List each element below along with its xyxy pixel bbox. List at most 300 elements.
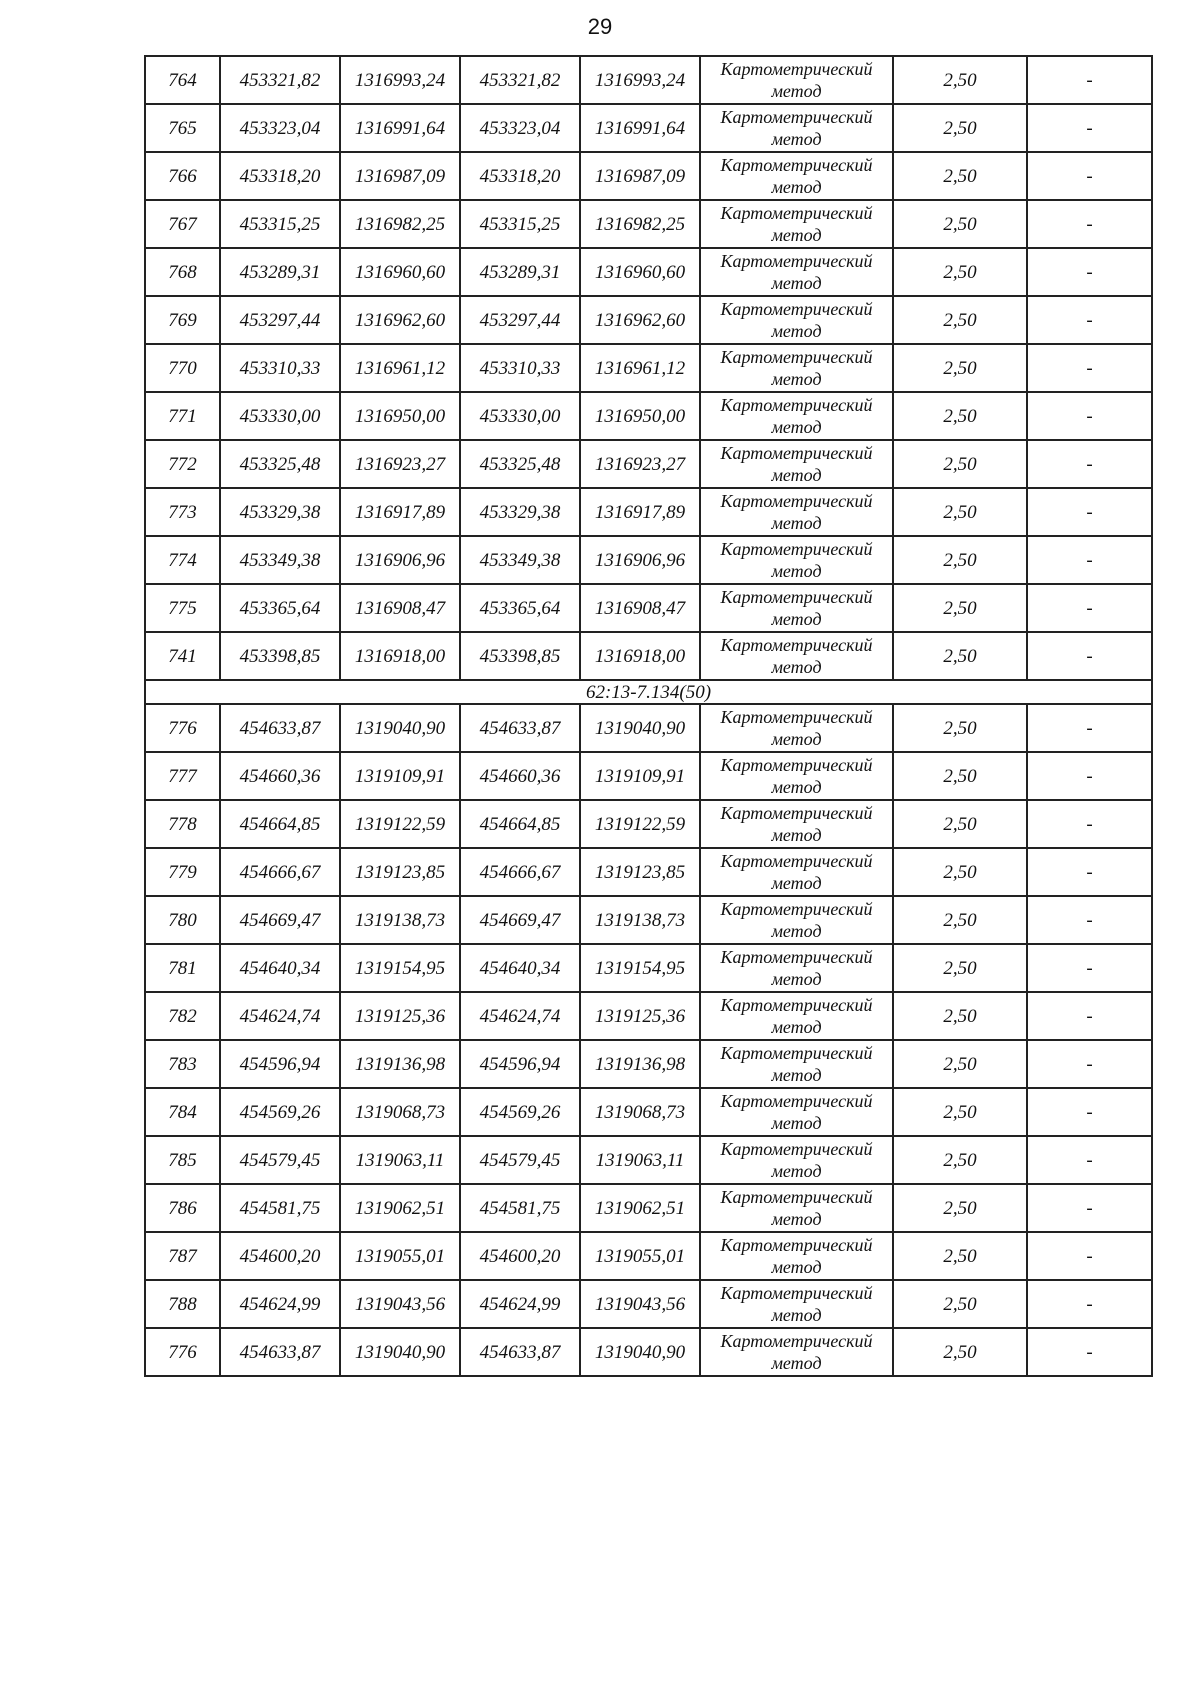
y-coordinate-cell: 1316982,25 (340, 200, 460, 248)
y-coordinate-cell: 1316993,24 (340, 56, 460, 104)
y-coordinate-cell: 1316917,89 (580, 488, 700, 536)
x-coordinate-cell: 454569,26 (220, 1088, 340, 1136)
note-cell: - (1027, 896, 1152, 944)
point-number-cell: 784 (145, 1088, 220, 1136)
point-number-cell: 776 (145, 1328, 220, 1376)
x-coordinate-cell: 454640,34 (220, 944, 340, 992)
accuracy-cell: 2,50 (893, 752, 1027, 800)
x-coordinate-cell: 453323,04 (220, 104, 340, 152)
note-cell: - (1027, 1280, 1152, 1328)
point-number-cell: 783 (145, 1040, 220, 1088)
method-text: Картометрический (720, 635, 873, 655)
accuracy-cell: 2,50 (893, 1136, 1027, 1184)
y-coordinate-cell: 1316950,00 (580, 392, 700, 440)
method-text: метод (771, 777, 822, 797)
note-cell: - (1027, 104, 1152, 152)
accuracy-cell: 2,50 (893, 1184, 1027, 1232)
method-text: Картометрический (720, 1139, 873, 1159)
point-number-cell: 764 (145, 56, 220, 104)
method-cell (700, 152, 893, 200)
note-cell: - (1027, 1184, 1152, 1232)
x-coordinate-cell: 454624,74 (220, 992, 340, 1040)
point-number-cell: 771 (145, 392, 220, 440)
y-coordinate-cell: 1319043,56 (580, 1280, 700, 1328)
x-coordinate-cell: 453321,82 (220, 56, 340, 104)
table-row (145, 848, 1152, 896)
method-text: метод (771, 81, 822, 101)
point-number-cell: 770 (145, 344, 220, 392)
point-number-cell: 782 (145, 992, 220, 1040)
x-coordinate-cell: 453329,38 (460, 488, 580, 536)
point-number-cell: 779 (145, 848, 220, 896)
table-row (145, 344, 1152, 392)
table-row (145, 992, 1152, 1040)
method-text: метод (771, 609, 822, 629)
y-coordinate-cell: 1319062,51 (340, 1184, 460, 1232)
accuracy-cell: 2,50 (893, 200, 1027, 248)
note-cell: - (1027, 584, 1152, 632)
y-coordinate-cell: 1319154,95 (340, 944, 460, 992)
accuracy-cell: 2,50 (893, 248, 1027, 296)
method-text: метод (771, 465, 822, 485)
accuracy-cell: 2,50 (893, 632, 1027, 680)
method-text: метод (771, 1161, 822, 1181)
method-text: Картометрический (720, 587, 873, 607)
point-number-cell: 773 (145, 488, 220, 536)
note-cell: - (1027, 1232, 1152, 1280)
table-row (145, 752, 1152, 800)
table-row (145, 800, 1152, 848)
note-cell: - (1027, 440, 1152, 488)
method-text: Картометрический (720, 395, 873, 415)
y-coordinate-cell: 1316918,00 (580, 632, 700, 680)
y-coordinate-cell: 1319136,98 (340, 1040, 460, 1088)
table-row (145, 56, 1152, 104)
point-number-cell: 775 (145, 584, 220, 632)
accuracy-cell: 2,50 (893, 584, 1027, 632)
y-coordinate-cell: 1316991,64 (580, 104, 700, 152)
method-text: Картометрический (720, 59, 873, 79)
x-coordinate-cell: 454624,99 (220, 1280, 340, 1328)
note-cell: - (1027, 944, 1152, 992)
accuracy-cell: 2,50 (893, 800, 1027, 848)
accuracy-cell: 2,50 (893, 488, 1027, 536)
y-coordinate-cell: 1319138,73 (580, 896, 700, 944)
method-text: Картометрический (720, 1283, 873, 1303)
y-coordinate-cell: 1316917,89 (340, 488, 460, 536)
x-coordinate-cell: 454660,36 (220, 752, 340, 800)
y-coordinate-cell: 1316908,47 (340, 584, 460, 632)
x-coordinate-cell: 453310,33 (220, 344, 340, 392)
y-coordinate-cell: 1319138,73 (340, 896, 460, 944)
method-cell (700, 1280, 893, 1328)
x-coordinate-cell: 453315,25 (220, 200, 340, 248)
table-row (145, 944, 1152, 992)
accuracy-cell: 2,50 (893, 296, 1027, 344)
method-text: метод (771, 321, 822, 341)
note-cell: - (1027, 1040, 1152, 1088)
x-coordinate-cell: 453325,48 (220, 440, 340, 488)
method-cell (700, 1040, 893, 1088)
accuracy-cell: 2,50 (893, 392, 1027, 440)
note-cell: - (1027, 200, 1152, 248)
y-coordinate-cell: 1316960,60 (580, 248, 700, 296)
y-coordinate-cell: 1319068,73 (340, 1088, 460, 1136)
y-coordinate-cell: 1316987,09 (580, 152, 700, 200)
y-coordinate-cell: 1316918,00 (340, 632, 460, 680)
x-coordinate-cell: 454640,34 (460, 944, 580, 992)
x-coordinate-cell: 453398,85 (460, 632, 580, 680)
note-cell: - (1027, 248, 1152, 296)
method-text: Картометрический (720, 851, 873, 871)
y-coordinate-cell: 1319040,90 (580, 1328, 700, 1376)
x-coordinate-cell: 454596,94 (460, 1040, 580, 1088)
method-cell (700, 296, 893, 344)
accuracy-cell: 2,50 (893, 104, 1027, 152)
point-number-cell: 776 (145, 704, 220, 752)
method-cell (700, 896, 893, 944)
y-coordinate-cell: 1319043,56 (340, 1280, 460, 1328)
section-title: 62:13-7.134(50) (145, 680, 1152, 704)
method-text: Картометрический (720, 707, 873, 727)
x-coordinate-cell: 454633,87 (220, 704, 340, 752)
point-number-cell: 787 (145, 1232, 220, 1280)
y-coordinate-cell: 1316961,12 (580, 344, 700, 392)
note-cell: - (1027, 752, 1152, 800)
y-coordinate-cell: 1319122,59 (580, 800, 700, 848)
method-text: Картометрический (720, 755, 873, 775)
point-number-cell: 766 (145, 152, 220, 200)
x-coordinate-cell: 453329,38 (220, 488, 340, 536)
x-coordinate-cell: 454633,87 (460, 704, 580, 752)
note-cell: - (1027, 1328, 1152, 1376)
table-row (145, 1184, 1152, 1232)
x-coordinate-cell: 454600,20 (460, 1232, 580, 1280)
table-row (145, 1232, 1152, 1280)
accuracy-cell: 2,50 (893, 1280, 1027, 1328)
note-cell: - (1027, 632, 1152, 680)
y-coordinate-cell: 1319068,73 (580, 1088, 700, 1136)
y-coordinate-cell: 1319123,85 (340, 848, 460, 896)
method-text: Картометрический (720, 203, 873, 223)
method-text: Картометрический (720, 347, 873, 367)
x-coordinate-cell: 454664,85 (460, 800, 580, 848)
note-cell: - (1027, 1136, 1152, 1184)
point-number-cell: 741 (145, 632, 220, 680)
table-row (145, 488, 1152, 536)
method-cell (700, 800, 893, 848)
method-text: метод (771, 561, 822, 581)
method-text: метод (771, 1353, 822, 1373)
method-text: Картометрический (720, 899, 873, 919)
method-cell (700, 104, 893, 152)
y-coordinate-cell: 1319040,90 (340, 704, 460, 752)
method-text: метод (771, 273, 822, 293)
point-number-cell: 769 (145, 296, 220, 344)
point-number-cell: 765 (145, 104, 220, 152)
note-cell: - (1027, 152, 1152, 200)
y-coordinate-cell: 1319125,36 (580, 992, 700, 1040)
note-cell: - (1027, 488, 1152, 536)
x-coordinate-cell: 454669,47 (460, 896, 580, 944)
table-row (145, 392, 1152, 440)
note-cell: - (1027, 704, 1152, 752)
x-coordinate-cell: 453365,64 (460, 584, 580, 632)
method-cell (700, 344, 893, 392)
method-text: Картометрический (720, 1091, 873, 1111)
x-coordinate-cell: 453398,85 (220, 632, 340, 680)
y-coordinate-cell: 1319122,59 (340, 800, 460, 848)
y-coordinate-cell: 1316923,27 (340, 440, 460, 488)
method-text: Картометрический (720, 995, 873, 1015)
method-cell (700, 752, 893, 800)
method-text: Картометрический (720, 1235, 873, 1255)
note-cell: - (1027, 848, 1152, 896)
page-number: 29 (587, 14, 613, 39)
accuracy-cell: 2,50 (893, 344, 1027, 392)
method-text: метод (771, 177, 822, 197)
method-cell (700, 944, 893, 992)
x-coordinate-cell: 454666,67 (460, 848, 580, 896)
x-coordinate-cell: 454579,45 (220, 1136, 340, 1184)
y-coordinate-cell: 1319125,36 (340, 992, 460, 1040)
accuracy-cell: 2,50 (893, 944, 1027, 992)
y-coordinate-cell: 1316982,25 (580, 200, 700, 248)
method-cell (700, 248, 893, 296)
point-number-cell: 786 (145, 1184, 220, 1232)
method-cell (700, 488, 893, 536)
accuracy-cell: 2,50 (893, 440, 1027, 488)
x-coordinate-cell: 454633,87 (220, 1328, 340, 1376)
x-coordinate-cell: 453315,25 (460, 200, 580, 248)
method-cell (700, 704, 893, 752)
x-coordinate-cell: 453289,31 (220, 248, 340, 296)
method-text: метод (771, 873, 822, 893)
accuracy-cell: 2,50 (893, 992, 1027, 1040)
x-coordinate-cell: 453365,64 (220, 584, 340, 632)
accuracy-cell: 2,50 (893, 896, 1027, 944)
method-cell (700, 200, 893, 248)
y-coordinate-cell: 1319109,91 (580, 752, 700, 800)
method-text: Картометрический (720, 443, 873, 463)
method-cell (700, 1136, 893, 1184)
method-cell (700, 848, 893, 896)
method-text: Картометрический (720, 107, 873, 127)
x-coordinate-cell: 453349,38 (220, 536, 340, 584)
y-coordinate-cell: 1316962,60 (580, 296, 700, 344)
note-cell: - (1027, 1088, 1152, 1136)
point-number-cell: 778 (145, 800, 220, 848)
y-coordinate-cell: 1316923,27 (580, 440, 700, 488)
y-coordinate-cell: 1319055,01 (580, 1232, 700, 1280)
table-row (145, 704, 1152, 752)
method-cell (700, 56, 893, 104)
y-coordinate-cell: 1319109,91 (340, 752, 460, 800)
accuracy-cell: 2,50 (893, 1040, 1027, 1088)
x-coordinate-cell: 453310,33 (460, 344, 580, 392)
x-coordinate-cell: 453297,44 (460, 296, 580, 344)
x-coordinate-cell: 453318,20 (220, 152, 340, 200)
x-coordinate-cell: 454581,75 (220, 1184, 340, 1232)
note-cell: - (1027, 392, 1152, 440)
x-coordinate-cell: 454569,26 (460, 1088, 580, 1136)
method-text: метод (771, 1113, 822, 1133)
x-coordinate-cell: 453330,00 (460, 392, 580, 440)
y-coordinate-cell: 1319123,85 (580, 848, 700, 896)
x-coordinate-cell: 453318,20 (460, 152, 580, 200)
y-coordinate-cell: 1316993,24 (580, 56, 700, 104)
y-coordinate-cell: 1316960,60 (340, 248, 460, 296)
section-row (145, 680, 1152, 704)
x-coordinate-cell: 454633,87 (460, 1328, 580, 1376)
point-number-cell: 781 (145, 944, 220, 992)
method-text: метод (771, 1065, 822, 1085)
x-coordinate-cell: 454664,85 (220, 800, 340, 848)
y-coordinate-cell: 1316987,09 (340, 152, 460, 200)
accuracy-cell: 2,50 (893, 1088, 1027, 1136)
note-cell: - (1027, 800, 1152, 848)
table-row (145, 632, 1152, 680)
point-number-cell: 767 (145, 200, 220, 248)
x-coordinate-cell: 454600,20 (220, 1232, 340, 1280)
x-coordinate-cell: 453323,04 (460, 104, 580, 152)
method-text: метод (771, 225, 822, 245)
method-text: Картометрический (720, 1043, 873, 1063)
table-row (145, 440, 1152, 488)
point-number-cell: 785 (145, 1136, 220, 1184)
x-coordinate-cell: 454669,47 (220, 896, 340, 944)
accuracy-cell: 2,50 (893, 56, 1027, 104)
method-cell (700, 1328, 893, 1376)
table-row (145, 1280, 1152, 1328)
y-coordinate-cell: 1319063,11 (580, 1136, 700, 1184)
table-row (145, 200, 1152, 248)
table-row (145, 1040, 1152, 1088)
method-text: метод (771, 1017, 822, 1037)
method-cell (700, 992, 893, 1040)
note-cell: - (1027, 344, 1152, 392)
point-number-cell: 768 (145, 248, 220, 296)
y-coordinate-cell: 1316906,96 (580, 536, 700, 584)
method-text: Картометрический (720, 1187, 873, 1207)
y-coordinate-cell: 1319040,90 (580, 704, 700, 752)
note-cell: - (1027, 992, 1152, 1040)
x-coordinate-cell: 454581,75 (460, 1184, 580, 1232)
method-cell (700, 1232, 893, 1280)
point-number-cell: 780 (145, 896, 220, 944)
method-text: метод (771, 417, 822, 437)
method-text: Картометрический (720, 1331, 873, 1351)
method-text: Картометрический (720, 251, 873, 271)
method-text: Картометрический (720, 947, 873, 967)
y-coordinate-cell: 1316950,00 (340, 392, 460, 440)
method-cell (700, 584, 893, 632)
method-text: Картометрический (720, 539, 873, 559)
method-text: метод (771, 1209, 822, 1229)
method-text: метод (771, 369, 822, 389)
accuracy-cell: 2,50 (893, 1232, 1027, 1280)
x-coordinate-cell: 454660,36 (460, 752, 580, 800)
x-coordinate-cell: 453297,44 (220, 296, 340, 344)
x-coordinate-cell: 454579,45 (460, 1136, 580, 1184)
method-text: метод (771, 825, 822, 845)
x-coordinate-cell: 453325,48 (460, 440, 580, 488)
method-cell (700, 1088, 893, 1136)
method-cell (700, 632, 893, 680)
note-cell: - (1027, 296, 1152, 344)
method-cell (700, 536, 893, 584)
table-row (145, 248, 1152, 296)
y-coordinate-cell: 1316906,96 (340, 536, 460, 584)
y-coordinate-cell: 1316961,12 (340, 344, 460, 392)
accuracy-cell: 2,50 (893, 704, 1027, 752)
y-coordinate-cell: 1319063,11 (340, 1136, 460, 1184)
x-coordinate-cell: 454596,94 (220, 1040, 340, 1088)
method-cell (700, 392, 893, 440)
y-coordinate-cell: 1316991,64 (340, 104, 460, 152)
x-coordinate-cell: 454624,99 (460, 1280, 580, 1328)
x-coordinate-cell: 453349,38 (460, 536, 580, 584)
method-cell (700, 1184, 893, 1232)
note-cell: - (1027, 56, 1152, 104)
method-text: метод (771, 921, 822, 941)
point-number-cell: 774 (145, 536, 220, 584)
method-text: метод (771, 969, 822, 989)
method-text: метод (771, 129, 822, 149)
coordinates-table (144, 55, 1153, 1377)
method-text: метод (771, 729, 822, 749)
table-row (145, 152, 1152, 200)
accuracy-cell: 2,50 (893, 848, 1027, 896)
method-text: метод (771, 1305, 822, 1325)
table-row (145, 1136, 1152, 1184)
table-row (145, 584, 1152, 632)
point-number-cell: 772 (145, 440, 220, 488)
method-text: метод (771, 513, 822, 533)
y-coordinate-cell: 1316908,47 (580, 584, 700, 632)
table-row (145, 296, 1152, 344)
y-coordinate-cell: 1316962,60 (340, 296, 460, 344)
accuracy-cell: 2,50 (893, 536, 1027, 584)
point-number-cell: 777 (145, 752, 220, 800)
table-body (145, 56, 1152, 1376)
y-coordinate-cell: 1319062,51 (580, 1184, 700, 1232)
y-coordinate-cell: 1319136,98 (580, 1040, 700, 1088)
accuracy-cell: 2,50 (893, 152, 1027, 200)
method-cell (700, 440, 893, 488)
note-cell: - (1027, 536, 1152, 584)
method-text: Картометрический (720, 299, 873, 319)
table-row (145, 104, 1152, 152)
method-text: метод (771, 657, 822, 677)
y-coordinate-cell: 1319040,90 (340, 1328, 460, 1376)
method-text: Картометрический (720, 155, 873, 175)
point-number-cell: 788 (145, 1280, 220, 1328)
x-coordinate-cell: 454666,67 (220, 848, 340, 896)
table-row (145, 536, 1152, 584)
x-coordinate-cell: 453321,82 (460, 56, 580, 104)
y-coordinate-cell: 1319154,95 (580, 944, 700, 992)
x-coordinate-cell: 453330,00 (220, 392, 340, 440)
accuracy-cell: 2,50 (893, 1328, 1027, 1376)
table-row (145, 896, 1152, 944)
y-coordinate-cell: 1319055,01 (340, 1232, 460, 1280)
method-text: метод (771, 1257, 822, 1277)
x-coordinate-cell: 454624,74 (460, 992, 580, 1040)
table-row (145, 1088, 1152, 1136)
table-row (145, 1328, 1152, 1376)
method-text: Картометрический (720, 803, 873, 823)
